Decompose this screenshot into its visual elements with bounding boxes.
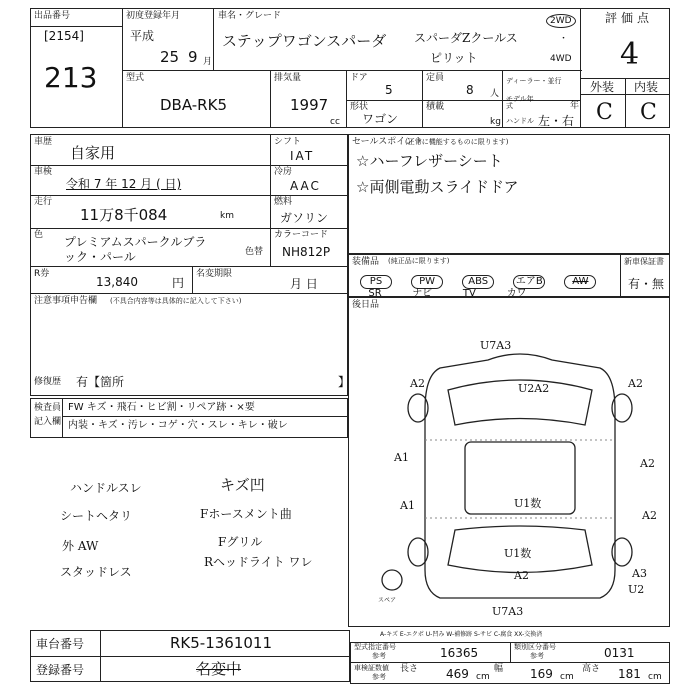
sales-point-2: ☆両側電動スライドドア [356,178,519,196]
mark-left-rear: A1 [400,499,415,512]
shift-label: シフト [274,137,302,147]
inspector-label-1: 検査員 [34,403,62,413]
color-code-value: NH812P [282,245,331,259]
width-unit: cm [560,672,574,682]
type-label: 型式 [126,73,145,83]
grade-line-2: ピリット [430,51,478,65]
recycle-value: 13,840 [96,275,138,289]
mark-rear-bumper: U7A3 [492,605,524,618]
model-year-label: モデル年式 [506,95,534,110]
lot-sub: [2154] [44,29,84,43]
spare-wheel [382,570,402,590]
first-reg-label: 初度登録年月 [126,11,181,21]
door-value: 5 [385,83,393,97]
repair-value: 有【箇所 [76,375,125,389]
exterior-label: 外装 [590,80,615,94]
sales-point-1: ☆ハーフレザーシート [356,152,503,170]
remark-right-2: Fホースメント曲 [200,507,292,521]
mark-front-right: A2 [628,377,643,390]
mark-hood: U2A2 [518,382,550,395]
remark-right-4: Rヘッドライト ワレ [204,555,313,569]
length-value: 469 [446,667,469,681]
remark-left-4: スタッドレス [60,565,132,579]
type-cert-label: 型式指定番号 [354,643,396,651]
remark-left-1: ハンドルスレ [70,481,142,495]
mileage-value: 11万8千084 [80,206,168,224]
warranty-value: 有・無 [628,277,665,291]
capacity-label: 定員 [426,73,445,83]
mark-right-door: A2 [640,457,655,470]
sales-sub: (正常に機能するものに限ります) [405,138,509,146]
color-change-label: 色替 [245,247,264,257]
length-label: 長さ [400,664,419,674]
repair-close: 】 [338,375,351,389]
equip-leather: カワ [506,288,527,299]
width-value: 169 [530,667,553,681]
recycle-unit: 円 [172,276,185,290]
equip-airbag: エアB [513,275,545,289]
lot-label: 出品番号 [34,11,71,21]
interior-label: 内装 [634,80,659,94]
warranty-label: 新車保証書 [624,257,664,266]
mark-front-top: U7A3 [480,339,512,352]
capacity-unit: 人 [490,89,500,99]
type-cert-value: 16365 [440,646,479,660]
load-label: 積載 [426,102,445,112]
equip-sr: SR [368,288,382,299]
history-frame [30,134,351,396]
history-value: 自家用 [70,144,116,162]
capacity-value: 8 [466,83,474,97]
equipment-label: 装備品 [352,257,380,267]
length-unit: cm [476,672,490,682]
door-label: ドア [350,73,368,83]
repair-label: 修復歴 [34,377,62,387]
handle-label: ハンドル [506,117,534,125]
remark-left-3: 外 AW [62,539,99,553]
dim-ref: 参考 [372,673,386,681]
grade-line-1: スパーダZクールス [414,31,518,45]
cooler-value: AAC [290,179,321,193]
type-value: DBA-RK5 [160,96,227,114]
height-label: 高さ [582,664,601,674]
class-value: 0131 [604,646,635,660]
inspector-row-1: FW キズ・飛石・ヒビ割・リペア跡・×要 [68,402,255,413]
type-cert-ref: 参考 [372,652,386,660]
month-unit: 月 [203,57,213,67]
inspection-label: 車検 [34,167,53,177]
mark-rear-gate: A2 [514,569,529,582]
lot-number: 213 [44,61,98,94]
reg-label: 登録番号 [36,663,85,677]
remark-right-3: Fグリル [218,535,263,549]
recycle-label: R券 [34,269,50,279]
legend: A-キズ E-エクボ U-凹み W-補修跡 S-サビ C-腐食 XX-交換済 [380,631,543,638]
model-name: ステップワゴンスパーダ [222,32,387,50]
history-label: 車歴 [34,137,53,147]
mark-rear-window: U1数 [504,547,532,560]
class-ref: 参考 [530,652,544,660]
remark-left-2: シートヘタリ [60,509,133,523]
fuel-label: 燃料 [274,197,293,207]
equip-abs: ABS [462,275,494,289]
rear-label: 後日品 [352,300,380,310]
interior-grade: C [640,100,657,125]
color-value-1: プレミアムスパークルブラ [64,235,207,249]
reg-month: 9 [188,48,198,66]
exterior-grade: C [596,100,613,125]
reg-year: 25 [160,48,180,66]
inspection-value: 令和 7 年 12 月 ( 日) [66,177,182,191]
height-value: 181 [618,667,641,681]
color-value-2: ック・パール [64,250,136,264]
meigi-label: 名変期限 [196,269,233,279]
era: 平成 [130,29,155,43]
dealer-label: ディーラー・並行 [506,77,562,85]
mark-rear-right-2: U2 [628,583,645,596]
mileage-unit: km [220,211,234,221]
mark-right-rear: A2 [642,509,657,522]
mark-left-door: A1 [394,451,409,464]
equipment-sub: (純正品に限ります) [388,257,450,265]
equip-navi: ナビ [412,288,433,299]
eval-label: 評価点 [605,11,654,25]
remark-right-1: キズ凹 [220,476,265,494]
eval-score: 4 [620,37,640,72]
meigi-value: 月 日 [290,277,318,291]
drive-4wd: 4WD [550,54,572,64]
inspector-label-2: 記入欄 [34,417,62,427]
mileage-label: 走行 [34,197,53,207]
equip-ps: PS [360,275,392,289]
notes-sub: (不具合内容等は具体的に記入して下さい) [110,297,242,305]
dim-label: 車検証数値 [354,664,389,672]
shape-value: ワゴン [362,112,399,126]
color-label: 色 [34,230,44,240]
chassis-value: RK5-1361011 [170,634,273,652]
mark-front-left: A2 [410,377,425,390]
equip-pw: PW [411,275,443,289]
fuel-value: ガソリン [280,211,329,225]
color-code-label: カラーコード [274,230,329,240]
notes-label: 注意事項申告欄 [34,296,98,306]
displacement-unit: cc [330,117,340,127]
reg-value: 名変中 [196,660,242,678]
load-unit: kg [490,117,501,127]
mark-roof: U1数 [514,497,542,510]
displacement-value: 1997 [290,96,329,114]
drive-2wd: 2WD [546,14,576,28]
spare-label: スペア [378,597,397,604]
inspector-row-2: 内装・キズ・汚レ・コゲ・穴・スレ・キレ・破レ [68,420,288,431]
shift-value: IAT [290,149,315,163]
width-label: 幅 [494,664,504,674]
equip-tv: TV [462,288,476,299]
displacement-label: 排気量 [274,73,302,83]
class-label: 類別区分番号 [514,643,556,651]
chassis-label: 車台番号 [36,637,85,651]
sales-label: セールスポイント [352,137,424,147]
handle-value: 左・右 [538,114,575,128]
model-label: 車名・グレード [218,11,282,21]
model-year-unit: 年 [570,101,580,111]
shape-label: 形状 [350,102,369,112]
drive-dot: ・ [559,34,569,44]
cooler-label: 冷房 [274,167,293,177]
equip-aw: AW [564,275,596,289]
height-unit: cm [648,672,662,682]
mark-rear-right: A3 [632,567,647,580]
